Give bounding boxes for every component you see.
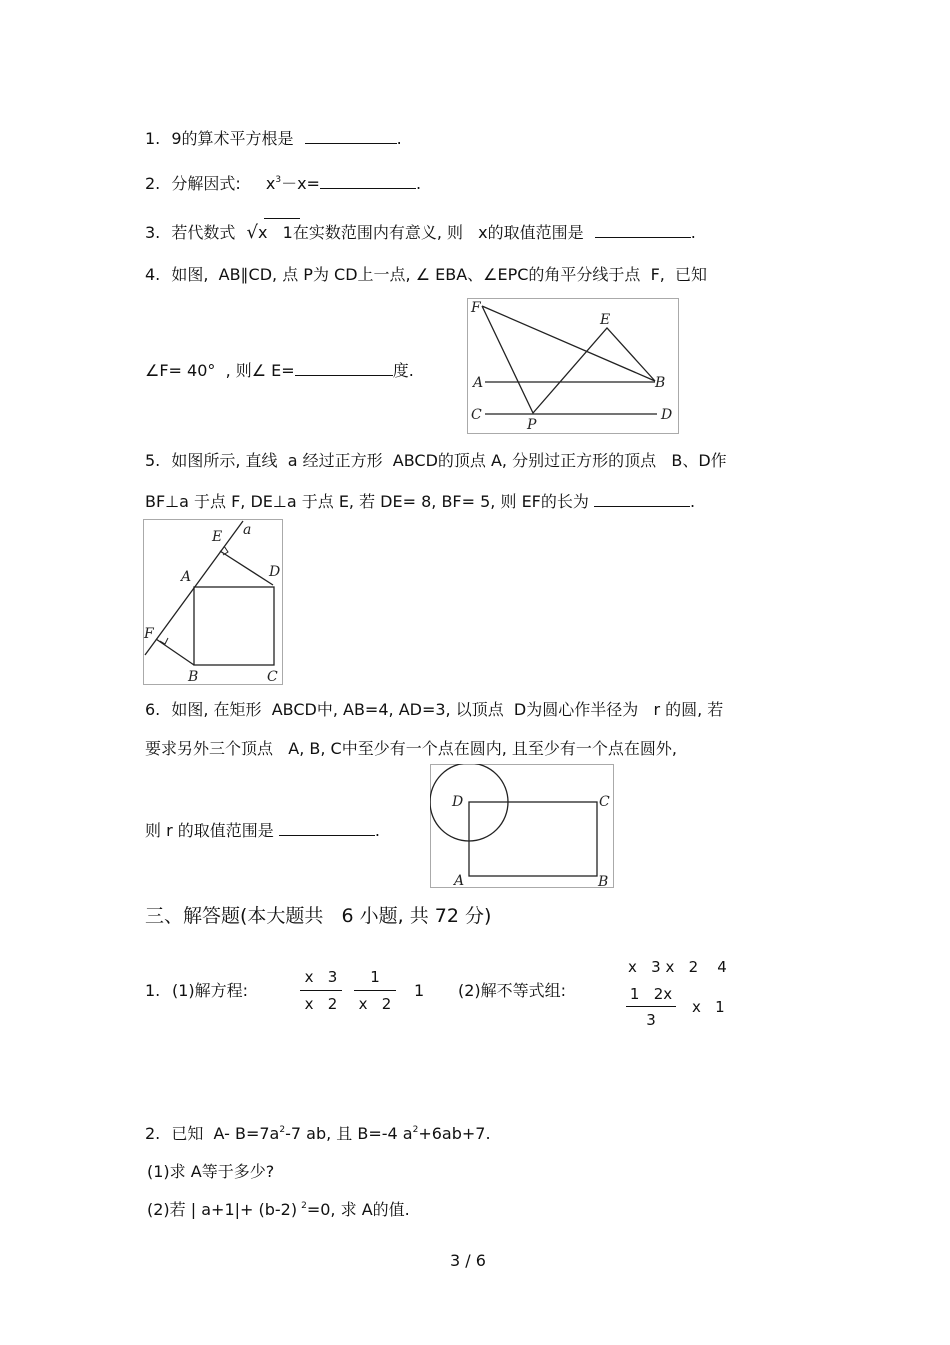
s2-intro-c: +6ab+7.	[418, 1124, 491, 1143]
s1-ineq2-rhs: x 1	[692, 998, 725, 1016]
q3-end: .	[690, 223, 696, 242]
q5-number: 5.	[145, 451, 161, 470]
q1-text: 9的算术平方根是	[171, 129, 294, 148]
s1-rhs: 1	[414, 981, 425, 1000]
q1-answer-blank[interactable]	[305, 127, 397, 144]
s2-part1-text: (1)求 A等于多少?	[147, 1162, 275, 1181]
s1-frac2-num: 1	[370, 968, 380, 986]
q3-text-b: 在实数范围内有意义, 则	[292, 223, 464, 242]
q6-line2	[145, 739, 677, 759]
label-f: F	[144, 626, 154, 642]
s1-number-text: 1.	[145, 981, 161, 1000]
q4-unit: 度.	[392, 361, 414, 380]
q3-text-c: 的取值范围是	[487, 223, 584, 242]
q1-line	[145, 127, 402, 149]
label-d: D	[452, 794, 464, 810]
q1-number: 1.	[145, 129, 161, 148]
label-p: P	[527, 417, 537, 433]
q4-text-line1: 如图, AB∥CD, 点 P为 CD上一点, ∠ EBA、∠EPC的角平分线于点 F, 已知	[171, 265, 708, 284]
q2-answer-blank[interactable]	[320, 172, 416, 189]
q3-answer-blank[interactable]	[595, 221, 691, 238]
q2-expr-x: x	[265, 174, 276, 193]
q1-end: .	[396, 129, 402, 148]
s2-intro-exp: 2	[279, 1125, 286, 1135]
label-a: A	[181, 569, 192, 585]
q3-number: 3.	[145, 223, 161, 242]
s2-intro-b: -7 ab, 且 B=-4 a	[285, 1124, 413, 1143]
s2-part2	[147, 1200, 410, 1223]
s1-part2-label	[458, 981, 566, 1001]
page-number: 3 / 6	[450, 1251, 486, 1270]
q3-var: x	[478, 223, 488, 242]
label-b: B	[655, 375, 666, 391]
section-3-title	[145, 906, 491, 926]
s1-part1-label	[172, 981, 248, 1001]
sqrt-sign-icon: √	[246, 222, 258, 243]
s2-part1	[147, 1162, 274, 1182]
label-a: A	[454, 873, 465, 888]
s2-part2-text-b: =0, 求 A的值.	[306, 1200, 410, 1219]
label-c: C	[471, 407, 482, 423]
s2-part2-exp: 2	[301, 1201, 307, 1211]
label-d: D	[269, 564, 281, 580]
label-d: D	[661, 407, 673, 423]
q2-end: .	[415, 174, 422, 193]
s1-frac1-bar	[300, 990, 342, 991]
q6-text-line1: 如图, 在矩形 ABCD中, AB=4, AD=3, 以顶点 D为圆心作半径为 r 的圆, 若	[171, 700, 724, 719]
s2-part2-text-a: (2)若 | a+1|+ (b-2)	[147, 1200, 298, 1219]
q6-text-line2: 要求另外三个顶点 A, B, C中至少有一个点在圆内, 且至少有一个点在圆外,	[145, 739, 677, 758]
s1-ineq2-bar	[626, 1006, 676, 1007]
q6-text-line3: 则 r 的取值范围是	[145, 821, 274, 840]
q6-figure	[430, 764, 614, 888]
q3-line	[145, 221, 696, 243]
q3-sqrt-overline	[264, 218, 300, 219]
section-3-title-text: 三、解答题(本大题共 6 小题, 共 72 分)	[145, 905, 492, 927]
s2-line1	[145, 1124, 491, 1147]
s2-intro-exp2: 2	[412, 1125, 419, 1135]
q5-end: .	[689, 492, 696, 511]
q5-figure	[143, 519, 283, 685]
label-a-line: a	[243, 522, 252, 538]
label-e: E	[600, 312, 611, 328]
q4-answer-blank[interactable]	[295, 359, 393, 376]
label-f: F	[471, 300, 481, 316]
q6-answer-blank[interactable]	[279, 819, 375, 836]
q3-radicand: x 1	[257, 223, 293, 242]
s2-intro: 已知 A- B=7a	[171, 1124, 280, 1143]
q5-line2	[145, 490, 695, 512]
s2-number: 2.	[145, 1124, 161, 1143]
q6-line1	[145, 700, 723, 720]
label-b: B	[598, 874, 609, 888]
q5-answer-blank[interactable]	[594, 490, 690, 507]
q2-expr-exp: 3	[275, 175, 282, 185]
s1-part1-text: (1)解方程:	[172, 981, 249, 1000]
s1-ineq2-num: 1 2x	[629, 985, 673, 1003]
q4-figure	[467, 298, 679, 434]
q5-text-line2: BF⊥a 于点 F, DE⊥a 于点 E, 若 DE= 8, BF= 5, 则 EF的长为	[145, 492, 589, 511]
q4-line1	[145, 265, 707, 285]
q6-number: 6.	[145, 700, 161, 719]
s1-frac2-bar	[354, 990, 396, 991]
s1-ineq2-den: 3	[646, 1011, 656, 1029]
s1-frac1-num: x 3	[304, 968, 338, 986]
q4-text-line2: ∠F= 40° , 则∠ E=	[145, 361, 295, 380]
q5-text-line1: 如图所示, 直线 a 经过正方形 ABCD的顶点 A, 分别过正方形的顶点 B、D作	[171, 451, 727, 470]
s1-number	[145, 981, 160, 1001]
label-c: C	[599, 794, 610, 810]
s1-ineq1: x 3 x 2 4	[628, 958, 727, 976]
s1-frac2-den: x 2	[358, 995, 392, 1013]
label-a: A	[473, 375, 484, 391]
q2-number: 2.	[145, 174, 161, 193]
q2-text: 分解因式:	[171, 174, 241, 193]
s1-frac1-den: x 2	[304, 995, 338, 1013]
label-b: B	[188, 669, 199, 685]
q6-end: .	[374, 821, 380, 840]
q5-line1	[145, 451, 727, 471]
q2-expr-rest: －x=	[281, 174, 320, 193]
q3-text-a: 若代数式	[171, 223, 236, 242]
label-e: E	[212, 529, 223, 545]
label-c: C	[267, 669, 278, 685]
q2-line	[145, 172, 421, 197]
q4-number: 4.	[145, 265, 161, 284]
s1-part2-text: (2)解不等式组:	[458, 981, 567, 1000]
q4-line2	[145, 359, 414, 381]
q6-line3	[145, 819, 380, 841]
